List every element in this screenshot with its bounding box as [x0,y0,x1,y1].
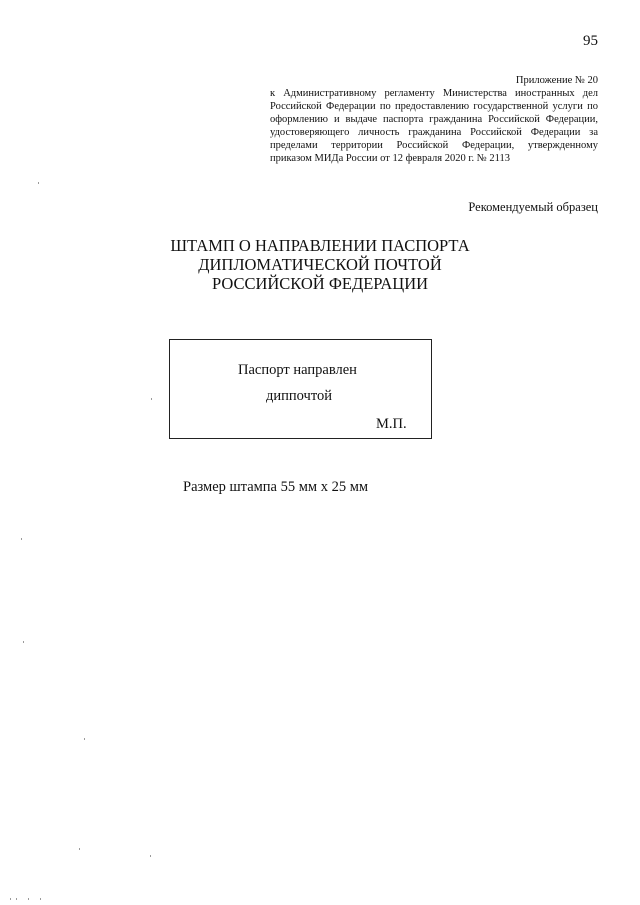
scan-speck [21,538,22,540]
title-line: ШТАМП О НАПРАВЛЕНИИ ПАСПОРТА [170,236,470,255]
stamp-line-passport-sent: Паспорт направлен [238,362,357,378]
appendix-line: к Административному регламенту Министерства иностранных дел [270,88,598,99]
appendix-line: приказом МИДа России от 12 февраля 2020 г. № 2113 [270,153,510,164]
appendix-line: пределами территории Российской Федерации, утвержденному [270,140,598,151]
appendix-line: Российской Федерации по предоставлению государственной услуги по [270,101,598,112]
appendix-line: удостоверяющего личность гражданина Российской Федерации за [270,127,598,138]
title-line: ДИПЛОМАТИЧЕСКОЙ ПОЧТОЙ [198,255,442,274]
scan-speck [40,898,41,900]
scan-speck [38,182,39,184]
sample-note: Рекомендуемый образец [468,200,598,214]
stamp-seal-mark: М.П. [376,416,407,432]
appendix-block [270,74,598,165]
title-line: РОССИЙСКОЙ ФЕДЕРАЦИИ [211,274,429,293]
scan-speck [151,398,152,400]
scan-speck [150,855,151,857]
scan-speck [84,738,85,740]
appendix-line: оформлению и выдаче паспорта гражданина Российской Федерации, [270,114,598,125]
scan-speck [28,898,29,900]
stamp-line-diplomatic-mail: диппочтой [266,388,332,404]
stamp-size-text: Размер штампа 55 мм x 25 мм [183,479,369,495]
scan-speck [23,641,24,643]
scan-speck [10,898,11,900]
scan-speck [79,848,80,850]
stamp-box [169,339,432,439]
appendix-title: Приложение № 20 [515,75,598,86]
page-number: 95 [583,33,598,49]
scan-speck [16,898,17,900]
document-title [150,236,490,293]
